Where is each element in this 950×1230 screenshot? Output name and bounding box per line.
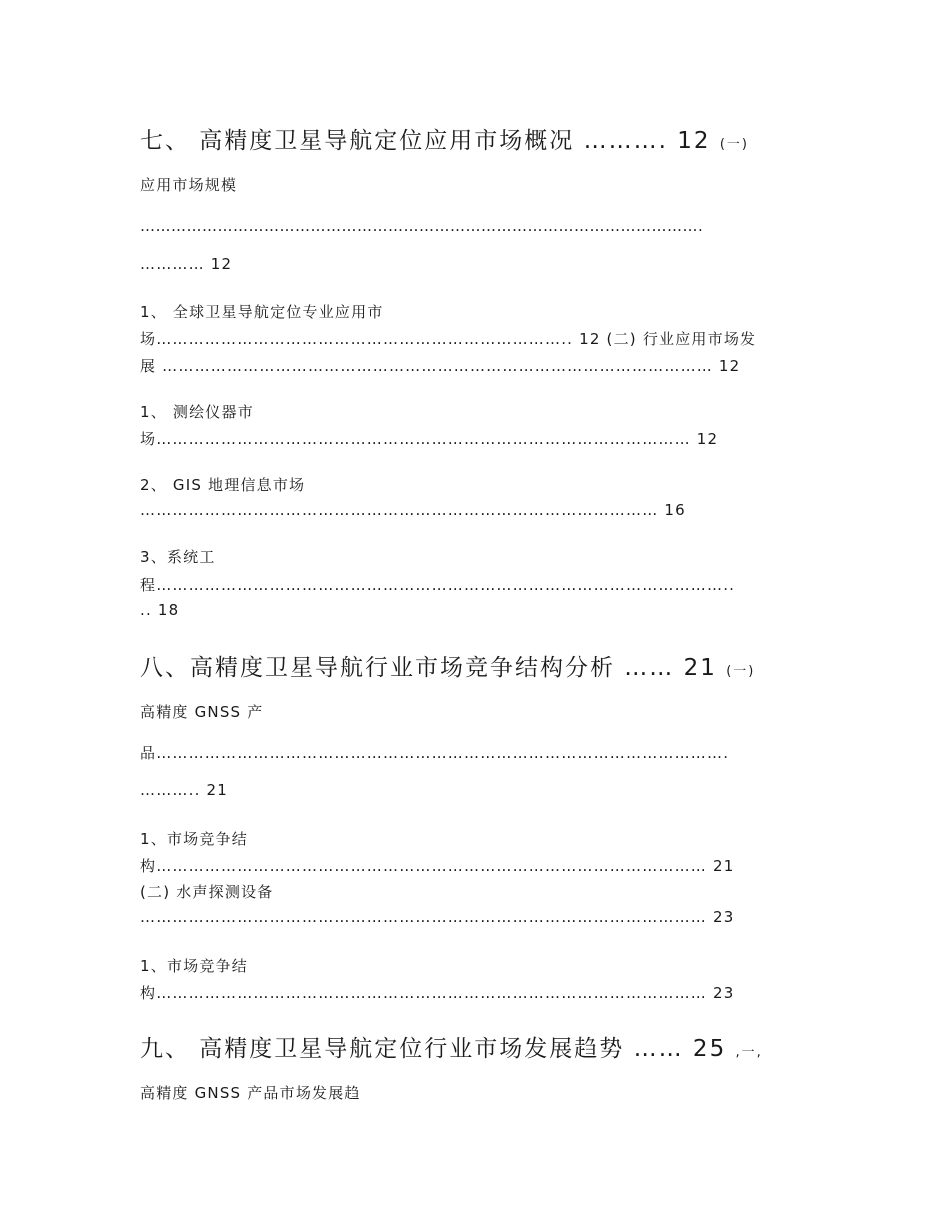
toc-entry[interactable]: 1、市场竞争结 (140, 957, 248, 975)
toc-entry[interactable]: …………………………………………………………………………………… 16 (140, 501, 686, 519)
toc-heading-7[interactable] (140, 122, 749, 155)
toc-heading-text: 八、高精度卫星导航行业市场竞争结构分析 …… 21 (140, 655, 717, 681)
toc-entry[interactable]: 展 ………………………………………………………………………………………… 12 (140, 357, 741, 375)
toc-heading-text: 九、 高精度卫星导航定位行业市场发展趋势 …… 25 (140, 1036, 727, 1062)
toc-entry[interactable]: 1、市场竞争结 (140, 830, 248, 848)
toc-page-ref[interactable]: ………… 12 (140, 255, 233, 273)
toc-heading-8[interactable] (140, 649, 755, 682)
toc-entry[interactable]: 应用市场规模 (140, 176, 238, 194)
toc-leader-dots: ………………………………………………………………………………………………. (140, 217, 704, 235)
toc-entry[interactable]: 1、 全球卫星导航定位专业应用市 (140, 303, 384, 321)
toc-subsection-marker: (一) (719, 137, 749, 152)
toc-subsection-marker: (一) (726, 664, 756, 679)
toc-entry[interactable]: 2、 GIS 地理信息市场 (140, 476, 306, 494)
toc-entry[interactable]: 构………………………………………………………………………………………… 23 (140, 984, 735, 1002)
toc-entry[interactable]: 程…………………………………………………………………………………………….. (140, 576, 736, 594)
toc-page-ref[interactable]: .. 18 (140, 601, 180, 619)
toc-entry[interactable]: 构………………………………………………………………………………………… 21 (140, 857, 735, 875)
toc-heading-text: 七、 高精度卫星导航定位应用市场概况 ………. 12 (140, 128, 711, 154)
toc-entry[interactable]: 高精度 GNSS 产 (140, 703, 264, 721)
toc-entry[interactable]: 场………………………………………………………………….. 12 (二) 行业应用市场发 (140, 330, 757, 348)
toc-heading-9[interactable] (140, 1030, 763, 1063)
toc-entry[interactable]: 3、系统工 (140, 548, 216, 566)
toc-entry[interactable]: 高精度 GNSS 产品市场发展趋 (140, 1084, 361, 1102)
toc-page-ref[interactable]: ……….. 21 (140, 781, 228, 799)
toc-entry[interactable]: 场……………………………………………………………………………………… 12 (140, 430, 719, 448)
toc-entry[interactable]: …………………………………………………………………………………………… 23 (140, 908, 735, 926)
toc-entry[interactable]: (二) 水声探测设备 (140, 883, 274, 901)
toc-subsection-marker: ,一, (735, 1045, 763, 1060)
toc-entry[interactable]: 1、 测绘仪器市 (140, 403, 254, 421)
toc-entry[interactable]: 品……………………………………………………………………………………………. (140, 744, 730, 762)
